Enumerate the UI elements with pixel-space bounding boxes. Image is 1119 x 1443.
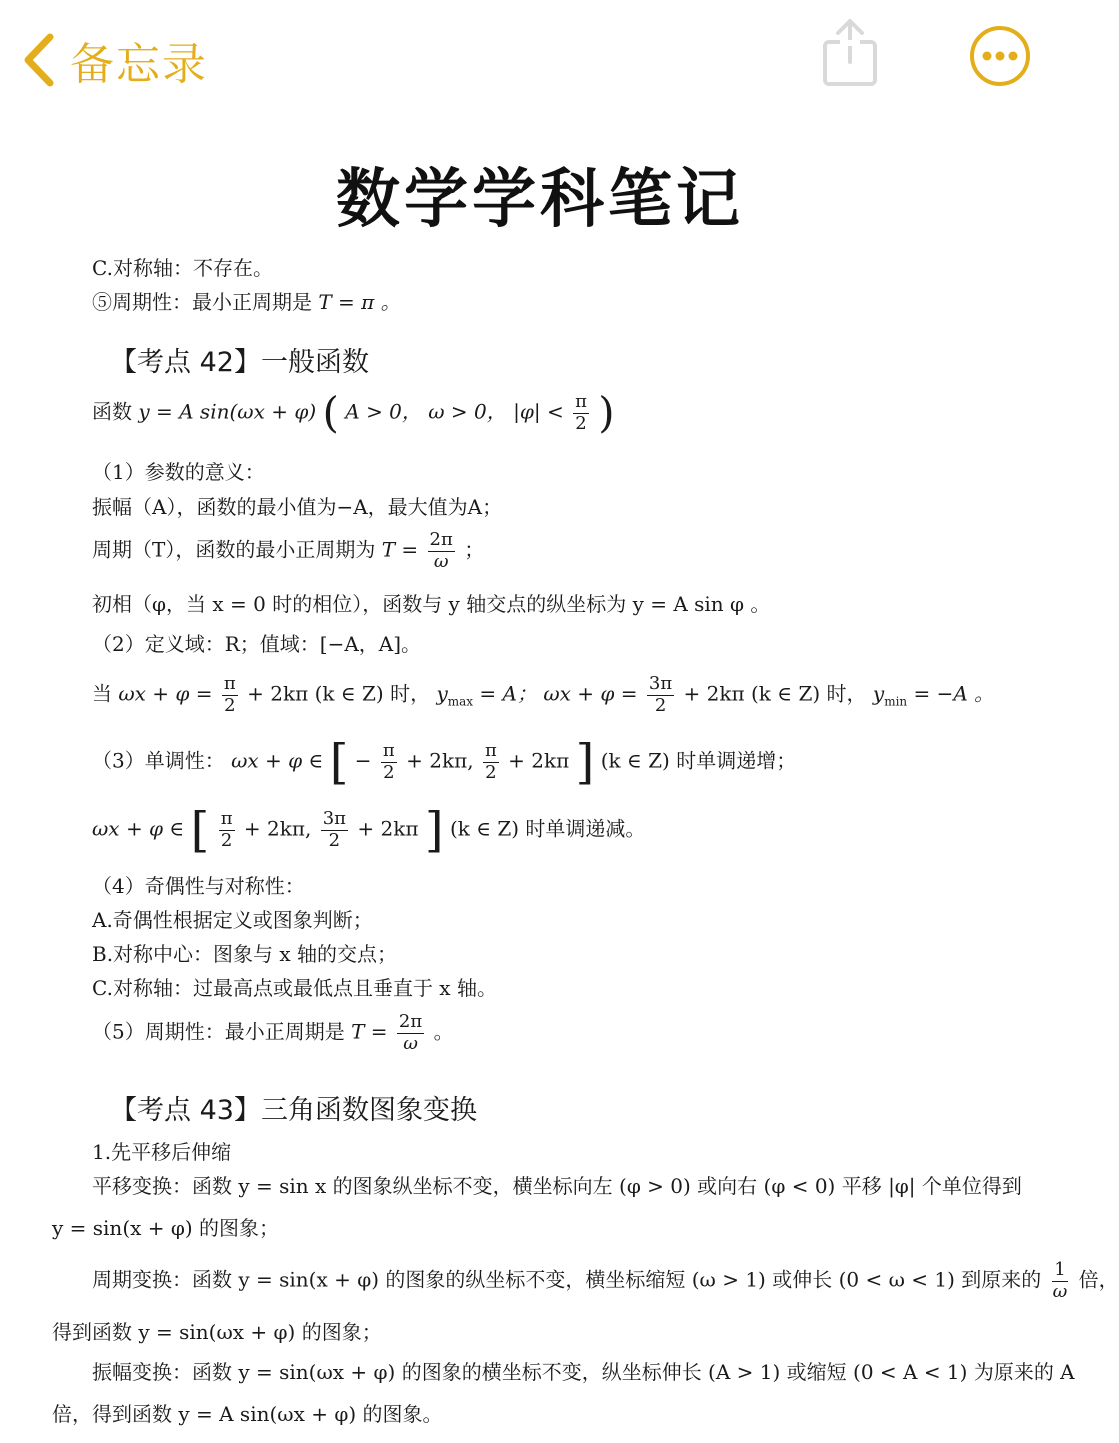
frac-den: 2 <box>654 694 667 716</box>
fraction <box>573 392 589 434</box>
math-span: = −A 。 <box>913 681 995 706</box>
frac-num: π <box>220 807 233 829</box>
more-icon[interactable] <box>968 24 1032 88</box>
subscript: min <box>884 694 908 709</box>
math-span: (k ∈ Z) 时单调递增； <box>600 748 797 773</box>
frac-num: π <box>484 739 497 761</box>
text-line: C.对称轴：不存在。 <box>92 256 273 280</box>
frac-den: 2 <box>575 412 587 434</box>
text-line: y = sin(x + φ) 的图象； <box>52 1216 280 1240</box>
math-span: ωx + φ ∈ <box>92 816 185 841</box>
fraction <box>428 530 455 572</box>
math-span: + 2kπ (k ∈ Z) 时， <box>683 681 867 706</box>
text-span: 周期（T），函数的最小正周期为 <box>92 537 376 562</box>
fraction <box>321 809 348 851</box>
math-span: T = <box>381 537 419 562</box>
subscript: max <box>447 694 474 709</box>
math-span: y <box>872 681 885 706</box>
text-line: 振幅变换：函数 y = sin(ωx + φ) 的图象的横坐标不变，纵坐标伸长 (A > 1) 或缩短 (0 < A < 1) 为原来的 A <box>92 1360 1075 1384</box>
math-span: y = A sin(ωx + φ) <box>138 399 317 424</box>
math-span: ωx + φ ∈ <box>231 748 324 773</box>
text-span: 函数 <box>92 399 132 424</box>
fraction <box>222 674 238 716</box>
frac-den: ω <box>1052 1280 1068 1302</box>
text-line: （4）奇偶性与对称性： <box>92 874 305 898</box>
text-line: 1.先平移后伸缩 <box>92 1140 232 1164</box>
text-span: 倍， <box>1078 1267 1119 1292</box>
frac-den: ω <box>433 550 449 572</box>
frac-den: ω <box>403 1032 418 1054</box>
share-icon[interactable] <box>818 16 882 88</box>
section-heading-42: 【考点 42】一般函数 <box>110 347 369 378</box>
frac-den: 2 <box>328 829 341 851</box>
text-span: 周期变换：函数 y = sin(x + φ) 的图象的纵坐标不变，横坐标缩短 (ω > 1) 或伸长 (0 < ω < 1) 到原来的 <box>92 1267 1042 1292</box>
back-button[interactable] <box>22 28 208 92</box>
math-span: ωx + φ = <box>543 681 638 706</box>
math-span: + 2kπ <box>357 816 419 841</box>
back-label: 备忘录 <box>70 39 208 90</box>
frac-den: 2 <box>485 761 497 783</box>
extreme-line <box>92 674 994 716</box>
monotone-increase-line <box>92 734 797 790</box>
text-line: 初相（φ，当 x = 0 时的相位），函数与 y 轴交点的纵坐标为 y = A sin φ 。 <box>92 592 771 616</box>
text-line: 得到函数 y = sin(ωx + φ) 的图象； <box>52 1320 382 1344</box>
text-line: （1）参数的意义： <box>92 460 265 484</box>
text-line: 振幅（A），函数的最小值为−A，最大值为A； <box>92 495 503 519</box>
math-span: T = <box>351 1019 388 1044</box>
period-transform-line <box>92 1260 1119 1302</box>
period-line-2 <box>92 1012 454 1054</box>
frac-num: π <box>223 673 236 694</box>
period-line <box>92 530 484 572</box>
math-span: y <box>436 681 448 706</box>
text-span: ⑤周期性：最小正周期是 <box>92 290 312 314</box>
frac-num: 1 <box>1054 1259 1066 1280</box>
math-span: + 2kπ, <box>243 816 312 841</box>
math-span: (k ∈ Z) 时单调递减。 <box>449 816 646 841</box>
math-span: = A； <box>479 681 537 706</box>
paren-left: ( <box>322 388 339 438</box>
frac-den: 2 <box>224 694 236 716</box>
monotone-decrease-line <box>92 802 646 858</box>
fraction <box>483 741 499 783</box>
text-span: 。 <box>433 1019 454 1044</box>
fraction <box>397 1012 424 1054</box>
text-span: （5）周期性：最小正周期是 <box>92 1019 345 1044</box>
math-span: − <box>354 748 372 773</box>
text-line: 倍，得到函数 y = A sin(ωx + φ) 的图象。 <box>52 1402 443 1426</box>
math-span: A > 0， ω > 0， |φ| < <box>345 399 564 424</box>
fraction <box>381 741 397 783</box>
frac-num: 3π <box>648 673 673 694</box>
text-span: （3）单调性： <box>92 748 225 773</box>
math-span: T = π 。 <box>318 290 401 314</box>
math-span: + 2kπ (k ∈ Z) 时， <box>247 681 431 706</box>
text-line: C.对称轴：过最高点或最低点且垂直于 x 轴。 <box>92 976 497 1000</box>
fraction <box>219 809 235 851</box>
text-line <box>92 290 401 314</box>
bracket-left: [ <box>329 734 349 790</box>
text-line: B.对称中心：图象与 x 轴的交点； <box>92 942 398 966</box>
frac-den: 2 <box>383 761 395 783</box>
text-line: A.奇偶性根据定义或图象判断； <box>92 908 373 932</box>
bracket-left: [ <box>190 802 210 858</box>
frac-den: 2 <box>220 829 233 851</box>
math-span: + 2kπ <box>508 748 570 773</box>
paren-right: ) <box>598 388 615 438</box>
text-line: 平移变换：函数 y = sin x 的图象纵坐标不变，横坐标向左 (φ > 0) 或向右 (φ < 0) 平移 |φ| 个单位得到 <box>92 1174 1022 1198</box>
frac-num: π <box>575 391 587 412</box>
section-heading-43: 【考点 43】三角函数图象变换 <box>110 1095 477 1126</box>
fraction <box>647 674 674 716</box>
text-line: （2）定义域：R；值域：[−A，A]。 <box>92 632 422 656</box>
bracket-right: ] <box>575 734 595 790</box>
function-line <box>92 388 615 438</box>
text-span: ； <box>464 537 485 562</box>
bracket-right: ] <box>424 802 444 858</box>
top-nav-bar <box>0 0 1080 120</box>
note-title: 数学学科笔记 <box>336 163 744 237</box>
fraction <box>1051 1260 1070 1302</box>
chevron-left-icon <box>22 33 56 87</box>
math-span: + 2kπ, <box>406 748 474 773</box>
text-span: 当 <box>92 681 112 706</box>
frac-num: 2π <box>398 1011 423 1032</box>
frac-num: π <box>382 739 395 761</box>
math-span: ωx + φ = <box>118 681 213 706</box>
frac-num: 3π <box>322 807 347 829</box>
frac-num: 2π <box>429 529 453 550</box>
